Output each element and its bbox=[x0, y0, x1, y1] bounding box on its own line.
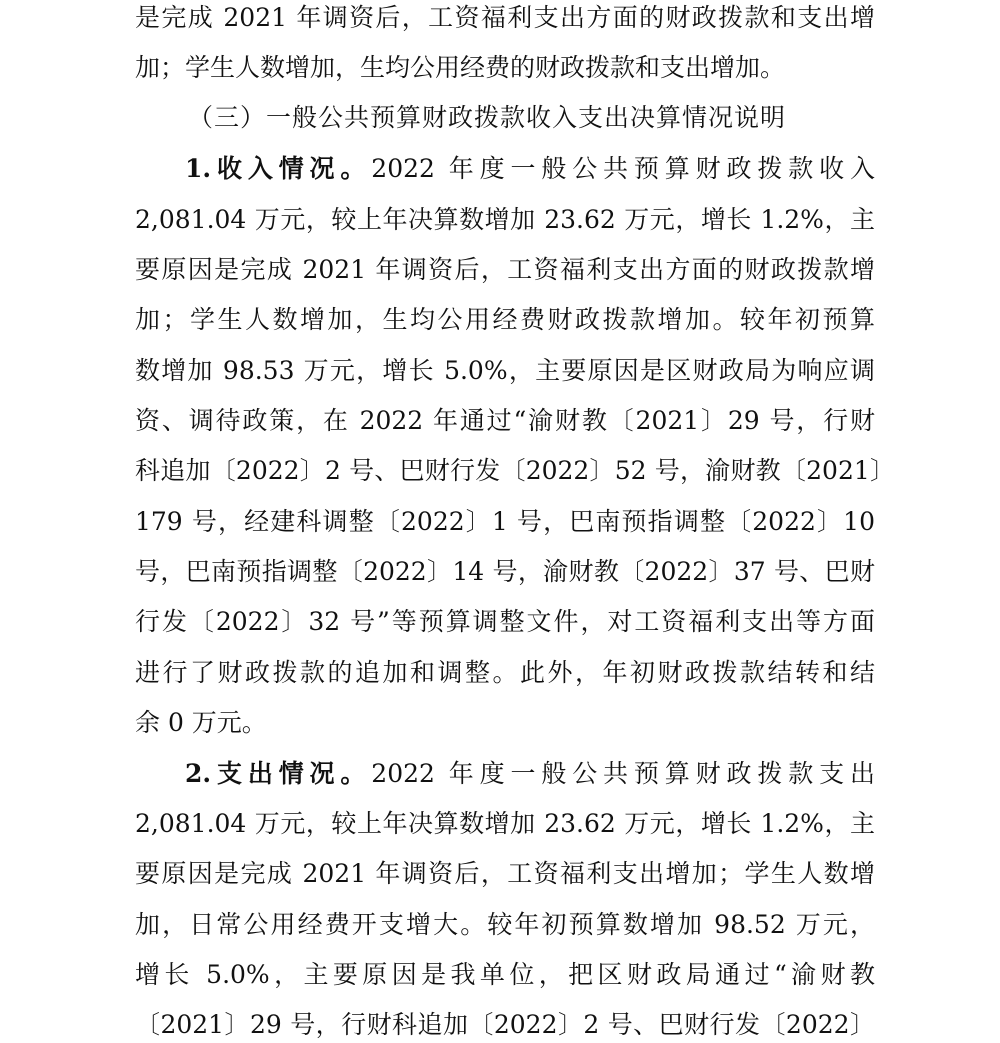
body-text-line: 进行了财政拨款的追加和调整。此外，年初财政拨款结转和结 bbox=[135, 658, 875, 687]
section-heading: （三）一般公共预算财政拨款收入支出决算情况说明 bbox=[188, 103, 787, 132]
body-text-line: 科追加〔2022〕2 号、巴财行发〔2022〕52 号，渝财教〔2021〕 bbox=[135, 456, 895, 485]
body-text-span: 2022 年度一般公共预算财政拨款收入 bbox=[371, 154, 875, 183]
body-text-line: 179 号，经建科调整〔2022〕1 号，巴南预指调整〔2022〕10 bbox=[135, 507, 875, 536]
body-text-span: 2022 年度一般公共预算财政拨款支出 bbox=[371, 759, 875, 788]
body-text-line: 加；学生人数增加，生均公用经费财政拨款增加。较年初预算 bbox=[135, 305, 875, 334]
paragraph-first-line bbox=[185, 144, 875, 194]
body-text-line: 加，日常公用经费开支增大。较年初预算数增加 98.52 万元， bbox=[135, 910, 875, 939]
body-text-line: 行发〔2022〕32 号”等预算调整文件，对工资福利支出等方面 bbox=[135, 607, 875, 636]
body-text-line: 2,081.04 万元，较上年决算数增加 23.62 万元，增长 1.2%，主 bbox=[135, 809, 875, 838]
paragraph-first-line bbox=[185, 749, 875, 799]
body-text-line: 号，巴南预指调整〔2022〕14 号，渝财教〔2022〕37 号、巴财 bbox=[135, 557, 875, 586]
body-text-line: 数增加 98.53 万元，增长 5.0%，主要原因是区财政局为响应调 bbox=[135, 356, 875, 385]
paragraph-lead-expenditure: 2.支出情况。 bbox=[185, 759, 372, 788]
body-text-line: 余 0 万元。 bbox=[135, 708, 267, 737]
paragraph-lead-income: 1.收入情况。 bbox=[185, 154, 372, 183]
body-text-line: 要原因是完成 2021 年调资后，工资福利支出增加；学生人数增 bbox=[135, 859, 875, 888]
body-text-line: 〔2021〕29 号，行财科追加〔2022〕2 号、巴财行发〔2022〕 bbox=[135, 1010, 875, 1039]
body-text-line: 2,081.04 万元，较上年决算数增加 23.62 万元，增长 1.2%，主 bbox=[135, 205, 875, 234]
body-text-line: 要原因是完成 2021 年调资后，工资福利支出方面的财政拨款增 bbox=[135, 255, 875, 284]
body-text-line: 是完成 2021 年调资后，工资福利支出方面的财政拨款和支出增 bbox=[135, 3, 875, 32]
body-text-line: 增长 5.0%，主要原因是我单位，把区财政局通过“渝财教 bbox=[135, 960, 875, 989]
body-text-line: 资、调待政策，在 2022 年通过“渝财教〔2021〕29 号，行财 bbox=[135, 406, 875, 435]
body-text-line: 加；学生人数增加，生均公用经费的财政拨款和支出增加。 bbox=[135, 53, 786, 82]
